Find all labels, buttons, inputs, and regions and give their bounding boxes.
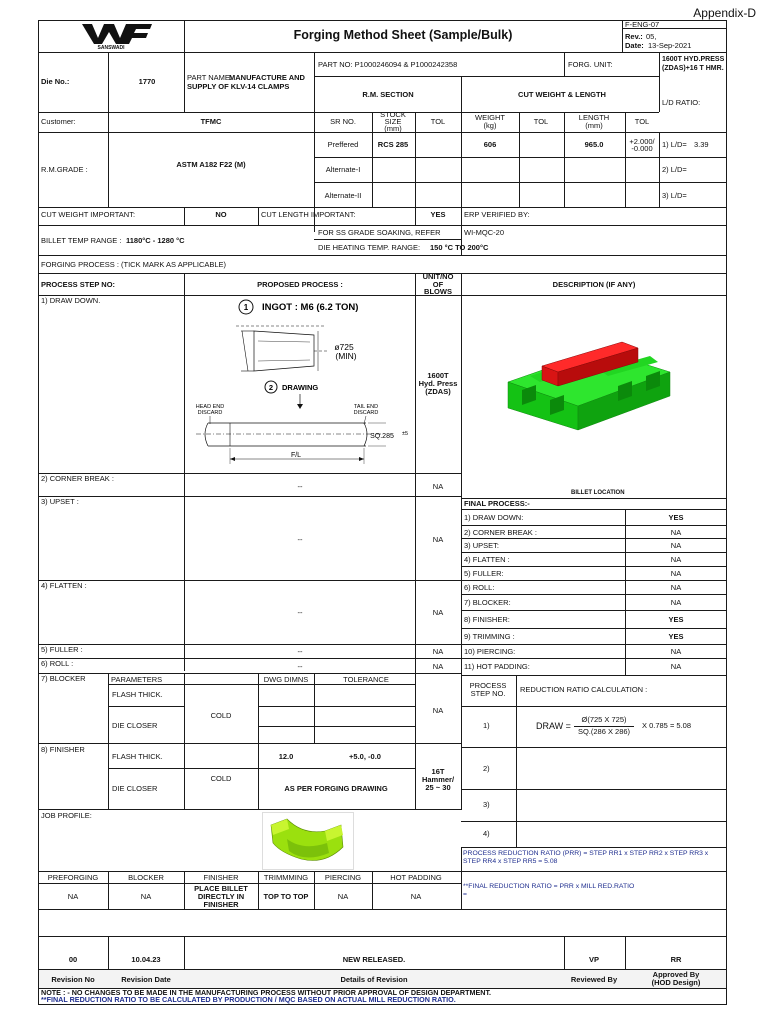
final-item-label: 8) FINISHER: — [464, 615, 510, 624]
rr-process-step-2: STEP NO. — [470, 689, 506, 698]
roll-unit: NA — [432, 662, 444, 671]
prr-line-1: PROCESS REDUCTION RATIO (PRR) = STEP RR1 x STEP RR2 x STEP RR3 x — [463, 850, 709, 857]
erp-verified-label: ERP VERIFIED BY: — [464, 210, 530, 219]
col-weight-1: WEIGHT — [475, 113, 505, 122]
bottom-val-blocker: NA — [140, 892, 152, 901]
ingot-diameter: ø725 — [334, 342, 354, 352]
doc-code: F-ENG-07 — [625, 20, 660, 29]
approved-by-value: RR — [670, 955, 682, 964]
roll-proposed: -- — [297, 662, 303, 671]
forging-process-label: FORGING PROCESS : (TICK MARK AS APPLICABLE) — [41, 260, 227, 269]
upset-unit: NA — [432, 535, 444, 544]
ingot-spec: INGOT : M6 (6.2 TON) — [262, 302, 359, 313]
bottom-val-finisher-3: FINISHER — [203, 900, 239, 909]
rr-row-4: 4) — [483, 829, 490, 838]
cut-weight-length-label: CUT WEIGHT & LENGTH — [518, 90, 606, 99]
drawing-step-number: 2 — [268, 383, 274, 392]
approved-by-header-2: (HOD Design) — [651, 978, 701, 987]
step-upset: 3) UPSET : — [41, 497, 79, 506]
fuller-unit: NA — [432, 647, 444, 656]
rm-section-label: R.M. SECTION — [362, 90, 414, 99]
rr-denominator: SQ.(286 X 286) — [577, 727, 631, 736]
cut-weight-important-label: CUT WEIGHT IMPORTANT: — [41, 210, 136, 219]
step-corner-break: 2) CORNER BREAK : — [41, 474, 114, 483]
bottom-col-piercing: PIERCING — [324, 873, 362, 882]
approved-by-header-1: Approved By — [652, 970, 700, 979]
part-name-label: PART NAME: — [187, 73, 233, 82]
draw-down-unit-1: 1600T — [427, 371, 449, 380]
ingot-diameter-min: (MIN) — [335, 351, 357, 361]
rr-row-3: 3) — [483, 800, 490, 809]
col-tol-1: TOL — [430, 117, 446, 126]
part-name-value-1: MANUFACTURE AND — [229, 73, 305, 82]
final-item-label: 11) HOT PADDING: — [464, 662, 530, 671]
col-tol-2: TOL — [533, 117, 549, 126]
finisher-flash-value: 12.0 — [278, 752, 294, 761]
bottom-val-trimming: TOP TO TOP — [263, 892, 309, 901]
ld-ratio-label: L/D RATIO: — [662, 98, 701, 107]
upset-proposed: -- — [297, 535, 303, 544]
col-tolerance: TOLERANCE — [343, 675, 389, 684]
col-length-1: LENGTH — [578, 113, 610, 122]
die-heating-value: 150 °C TO 200°C — [430, 243, 489, 252]
bottom-val-piercing: NA — [337, 892, 349, 901]
billet-section: SQ.285 — [370, 433, 394, 440]
step-draw-down: 1) DRAW DOWN. — [41, 296, 101, 305]
head-end-discard: DISCARD — [197, 410, 223, 416]
final-item-label: 6) ROLL: — [464, 583, 495, 592]
rm-row-2-sr: Alternate-I — [325, 165, 361, 174]
revision-details-header: Details of Revision — [340, 975, 408, 984]
final-item-label: 9) TRIMMING : — [464, 632, 515, 641]
revision-no-value: 00 — [68, 955, 78, 964]
final-item-value: NA — [670, 528, 682, 537]
forg-unit-value-1: 1600T HYD.PRESS — [662, 56, 725, 63]
billet-location-image — [470, 330, 700, 440]
finisher-unit-2: Hammer/ — [421, 775, 455, 784]
rm-row-1-tol-1: +2.000/ — [629, 137, 655, 146]
bottom-col-trimming: TRIMMMING — [263, 873, 309, 882]
blocker-cold: COLD — [210, 711, 232, 720]
bottom-col-finisher: FINISHER — [203, 873, 239, 882]
cut-length-important-value: YES — [430, 210, 446, 219]
col-sr-no: SR NO. — [330, 117, 356, 126]
drawing-label: DRAWING — [282, 383, 319, 392]
col-unit-1: UNIT/NO — [422, 272, 454, 281]
corner-break-proposed: -- — [297, 482, 303, 491]
flatten-proposed: -- — [297, 608, 303, 617]
final-item-label: 2) CORNER BREAK : — [464, 528, 537, 537]
bottom-val-preforging: NA — [67, 892, 79, 901]
final-item-value: NA — [670, 583, 682, 592]
col-stock-2: SIZE — [384, 117, 402, 126]
billet-temp-label: BILLET TEMP RANGE : — [41, 236, 122, 245]
col-dwg-dimns: DWG DIMNS — [263, 675, 309, 684]
appendix-label: Appendix-D — [693, 6, 756, 20]
final-item-label: 4) FLATTEN : — [464, 555, 510, 564]
final-item-label: 10) PIERCING: — [464, 647, 516, 656]
bottom-val-finisher-1: PLACE BILLET — [194, 884, 248, 893]
logo-subtext: SANSWADI — [97, 45, 125, 50]
final-item-value: NA — [670, 662, 682, 671]
finisher-tolerance-value: +5.0, -0.0 — [349, 752, 381, 761]
revision-no-header: Revision No — [51, 975, 95, 984]
revision-details-value: NEW RELEASED. — [342, 955, 406, 964]
finisher-unit-3: 25 ~ 30 — [425, 783, 451, 792]
finisher-flash-thick: FLASH THICK. — [112, 752, 163, 761]
final-item-value: NA — [670, 541, 682, 550]
col-description: DESCRIPTION (IF ANY) — [552, 280, 636, 289]
final-item-value: NA — [670, 555, 682, 564]
blocker-die-closer: DIE CLOSER — [112, 721, 158, 730]
final-item-label: 1) DRAW DOWN: — [464, 513, 524, 522]
step-fuller: 5) FULLER : — [41, 645, 83, 654]
rr-row-1: 1) — [483, 721, 490, 730]
part-no: PART NO: P1000246094 & P1000242358 — [318, 60, 458, 69]
rr-row-2: 2) — [483, 764, 490, 773]
note-1: NOTE : - NO CHANGES TO BE MADE IN THE MANUFACTURING PROCESS WITHOUT PRIOR APPROVAL OF DESIGN DEPARTMENT. — [41, 988, 492, 997]
col-weight-2: (kg) — [483, 121, 497, 130]
rr-draw-label: DRAW = — [536, 721, 571, 731]
ss-grade-label: FOR SS GRADE SOAKING, REFER — [318, 228, 441, 237]
step-roll: 6) ROLL : — [41, 659, 74, 668]
col-stock-3: (mm) — [384, 124, 402, 133]
ld-row-2-label: 2) L/D= — [662, 165, 687, 174]
cut-weight-important-value: NO — [215, 210, 227, 219]
die-heating-label: DIE HEATING TEMP. RANGE: — [318, 243, 421, 252]
col-proposed-process: PROPOSED PROCESS : — [257, 280, 343, 289]
rr-calc-label: REDUCTION RATIO CALCULATION : — [520, 685, 648, 694]
ingot-drawing — [186, 296, 414, 472]
rev-value: 05, — [646, 32, 657, 41]
bottom-col-blocker: BLOCKER — [128, 873, 164, 882]
col-length-2: (mm) — [585, 121, 603, 130]
frr-line-1: **FINAL REDUCTION RATIO = PRR x MILL RED.RATIO — [463, 883, 635, 890]
tail-end-label: TAIL END — [353, 404, 379, 410]
customer-value: TFMC — [200, 117, 222, 126]
rm-row-1-length: 965.0 — [584, 140, 604, 149]
rr-result: X 0.785 = 5.08 — [642, 721, 691, 730]
ingot-step-number: 1 — [243, 303, 249, 312]
cut-length-important-label: CUT LENGTH IMPORTANT: — [261, 210, 356, 219]
billet-section-tolerance: ±5 — [402, 431, 409, 437]
die-no-value: 1770 — [138, 77, 156, 86]
final-item-value: YES — [668, 615, 684, 624]
finisher-as-per-drawing: AS PER FORGING DRAWING — [284, 784, 388, 793]
revision-date-header: Revision Date — [121, 975, 171, 984]
final-item-value: NA — [670, 647, 682, 656]
step-finisher: 8) FINISHER — [41, 745, 85, 754]
sheet-title: Forging Method Sheet (Sample/Bulk) — [293, 28, 513, 42]
final-item-label: 3) UPSET: — [464, 541, 500, 550]
rr-numerator: Ø(725 X 725) — [581, 715, 627, 724]
tail-end-discard: DISCARD — [353, 410, 379, 416]
date-value: 13-Sep-2021 — [648, 41, 692, 50]
head-end-label: HEAD END — [195, 404, 225, 410]
rm-row-3-sr: Alternate-II — [324, 191, 362, 200]
final-item-value: NA — [670, 569, 682, 578]
forged-length-label: F/L — [290, 452, 302, 459]
bottom-val-hot-padding: NA — [410, 892, 422, 901]
date-label: Date: — [625, 41, 644, 50]
billet-temp-value: 1180°C - 1280 °C — [126, 236, 185, 245]
col-tol-3: TOL — [634, 117, 650, 126]
rev-label: Rev.: — [625, 32, 643, 41]
rm-grade-label: R.M.GRADE : — [41, 165, 88, 174]
params-header-row — [109, 674, 415, 684]
rm-row-1-tol-2: -0.000 — [631, 144, 653, 153]
job-profile-label: JOB PROFILE: — [41, 811, 92, 820]
die-no-label: Die No.: — [41, 77, 70, 86]
final-item-label: 5) FULLER: — [464, 569, 504, 578]
revision-date-value: 10.04.23 — [131, 955, 161, 964]
reviewed-by-header: Reviewed By — [570, 975, 618, 984]
col-process-step: PROCESS STEP NO: — [41, 280, 116, 289]
company-logo — [44, 22, 178, 50]
draw-down-unit-2: Hyd. Press — [418, 379, 458, 388]
fuller-proposed: -- — [297, 647, 303, 656]
rm-row-1-weight: 606 — [483, 140, 497, 149]
final-item-value: YES — [668, 632, 684, 641]
billet-location-label: BILLET LOCATION — [571, 490, 625, 496]
final-item-label: 7) BLOCKER: — [464, 598, 511, 607]
ld-row-1-value: 3.39 — [694, 140, 709, 149]
col-unit-3: BLOWS — [424, 287, 452, 296]
bottom-col-hot-padding: HOT PADDING — [390, 873, 442, 882]
forg-unit-value-2: (ZDAS)+16 T HMR. — [662, 65, 724, 72]
final-item-value: YES — [668, 513, 684, 522]
bottom-col-preforging: PREFORGING — [47, 873, 99, 882]
rm-row-1-sr: Preffered — [327, 140, 359, 149]
corner-break-unit: NA — [432, 482, 444, 491]
finisher-unit-1: 16T — [431, 767, 445, 776]
col-unit-2: OF — [432, 280, 444, 289]
ss-grade-value: WI-MQC-20 — [464, 228, 504, 237]
prr-line-2: STEP RR4 x STEP RR5 = 5.08 — [463, 858, 558, 865]
bottom-val-finisher-2: DIRECTLY IN — [197, 892, 245, 901]
blocker-flash-thick: FLASH THICK. — [112, 690, 163, 699]
forg-unit-label: FORG. UNIT: — [568, 60, 613, 69]
part-name-value-2: SUPPLY OF KLV-14 CLAMPS — [187, 82, 290, 91]
ld-row-1-label: 1) L/D= — [662, 140, 687, 149]
step-flatten: 4) FLATTEN : — [41, 581, 87, 590]
draw-down-unit-3: (ZDAS) — [425, 387, 451, 396]
flatten-unit: NA — [432, 608, 444, 617]
job-profile-image — [262, 812, 354, 870]
rm-row-1-stock: RCS 285 — [377, 140, 409, 149]
note-2: **FINAL REDUCTION RATIO TO BE CALCULATED BY PRODUCTION / MQC BASED ON ACTUAL MILL REDUCTION RATIO. — [41, 995, 456, 1004]
final-item-value: NA — [670, 598, 682, 607]
col-stock-1: STOCK — [380, 110, 406, 119]
rm-grade-value: ASTM A182 F22 (M) — [176, 160, 246, 169]
rr-process-step-1: PROCESS — [469, 681, 507, 690]
finisher-cold: COLD — [210, 774, 232, 783]
col-parameters: PARAMETERS — [111, 675, 163, 684]
ld-row-3-label: 3) L/D= — [662, 191, 687, 200]
finisher-die-closer: DIE CLOSER — [112, 784, 158, 793]
reviewed-by-value: VP — [588, 955, 600, 964]
customer-label: Customer: — [41, 117, 76, 126]
frr-line-2: = — [463, 891, 467, 898]
step-blocker: 7) BLOCKER — [41, 674, 86, 683]
final-process-title: FINAL PROCESS:- — [464, 499, 530, 508]
blocker-unit: NA — [432, 706, 444, 715]
